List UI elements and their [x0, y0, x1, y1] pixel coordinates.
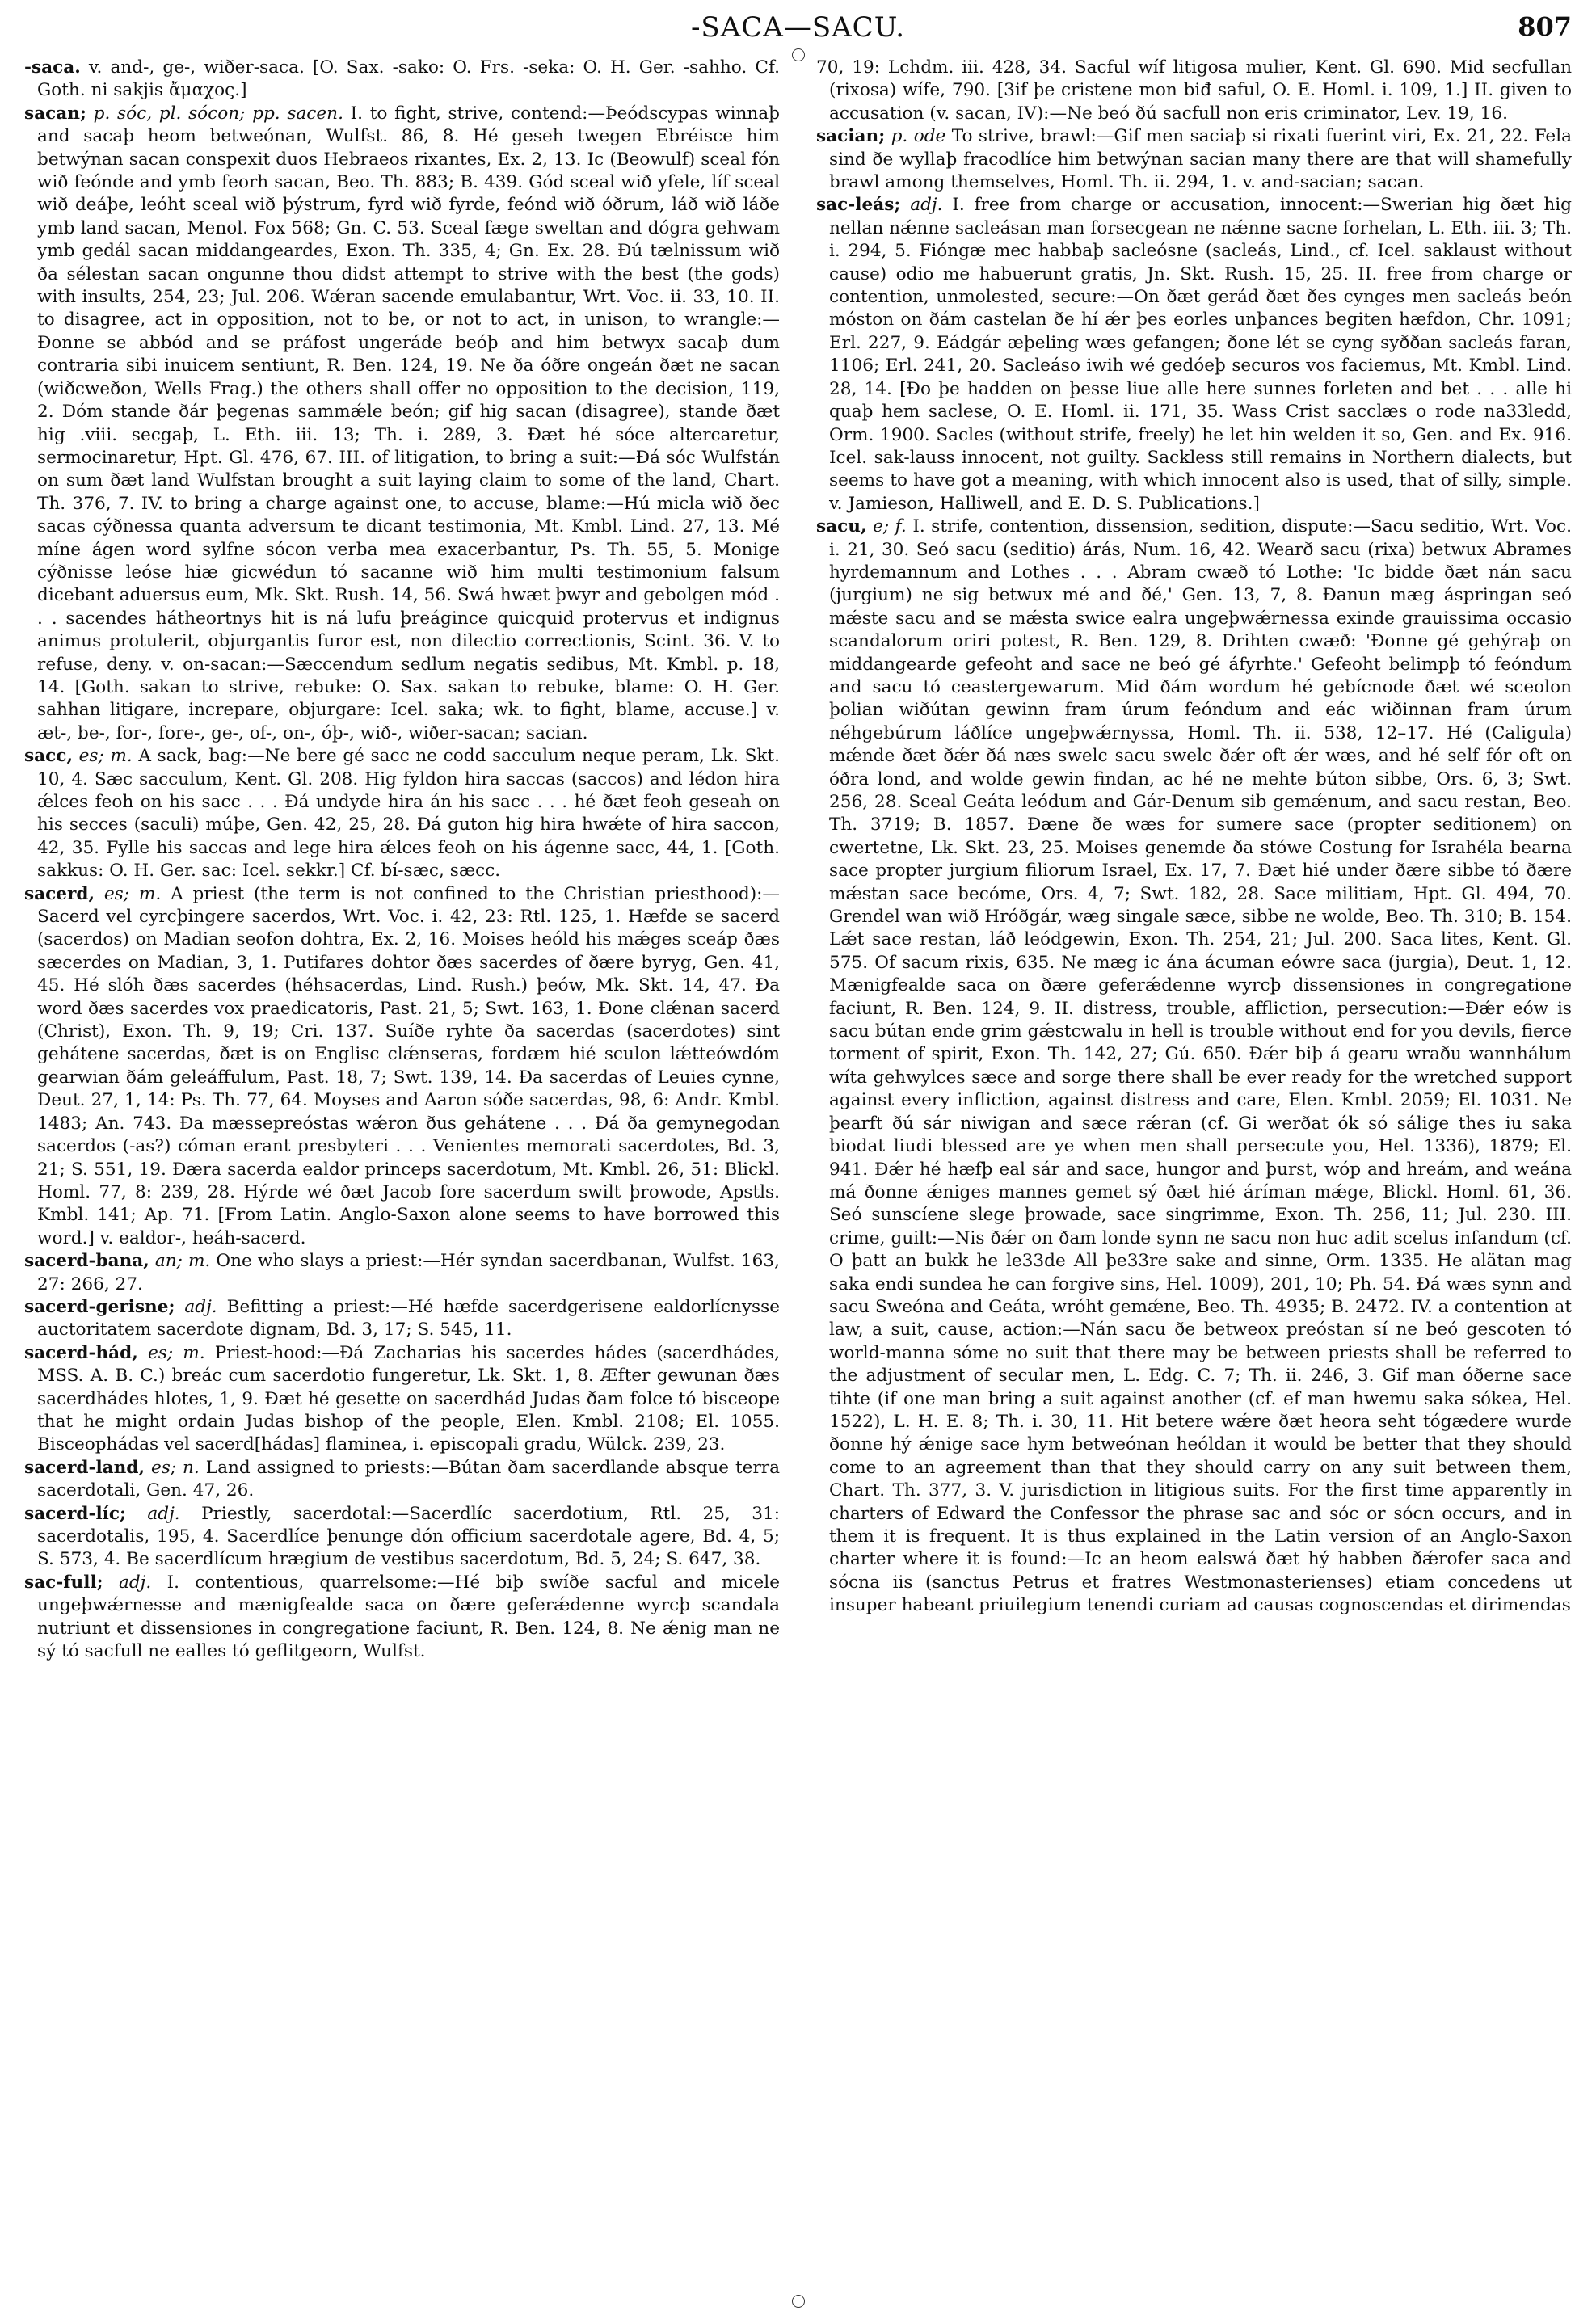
definition: Priest-hood:—Ðá Zacharias his sacerdes hádes (sacerdhádes, MSS. A. B. C.) breác cum sacerdotio fungeretur, Lk. Skt. 1, 8. Æfter gewunan ðæs sacerdhádes hlotes, 1, 9. Ðæt hé gesette on sacerdhád Judas ðam folce tó bisceope that he might ordain Judas bishop of the people, Elen. Kmbl. 2108; El. 1055. Bisceophádas vel sacerd[hádas] flaminea, i. episcopali gradu, Wülck. 239, 23.	[37, 1342, 780, 1455]
grammar-info: e; f.	[873, 516, 907, 537]
grammar-info: p. sóc, pl. sócon; pp. sacen.	[93, 103, 343, 124]
dictionary-entry	[24, 1457, 780, 1503]
definition: 70, 19: Lchdm. iii. 428, 34. Sacful wíf litigosa mulier, Kent. Gl. 690. Mid secfullan (rixosa) wífe, 790. [3if þe cristene mon biđ saful, O. E. Homl. i. 109, 1.] II. given to accusation (v. sacan, IV):—Ne beó ðú sacfull non eris criminator, Lev. 19, 16.	[816, 57, 1572, 124]
grammar-info: es; m.	[103, 883, 162, 904]
grammar-info: p. ode	[891, 126, 946, 147]
grammar-info: adj.	[910, 195, 943, 216]
dictionary-entry-continued	[816, 57, 1572, 125]
definition: v. and-, ge-, wiðer-saca. [O. Sax. -sako: O. Frs. -seka: O. H. Ger. -sahho. Cf. Goth. ni sakjis ἄμαχος.]	[37, 57, 780, 101]
definition: I. free from charge or accusation, innocent:—Swerian hig ðæt hig nellan nǽnne sacleásan man forsecgean ne nǽnne sacne forhelan, L. Eth. iii. 3; Th. i. 294, 5. Fióngæ mec habbaþ sacleósne (sacleás, Lind., cf. Icel. saklaust without cause) odio me habuerunt gratis, Jn. Skt. Rush. 15, 25. II. free from charge or contention, unmolested, secure:—On ðæt gerád ðæt ðes cynges men sacleás beón móston on ðám castelan ðe hí ǽr þes eorles unþances begiten hæfdon, Chr. 1091; Erl. 227, 9. Eádgár æþeling wæs gefangen; ðone lét se cyng syððan sacleás faran, 1106; Erl. 241, 20. Sacleáso iwih wé gedóeþ securos vos faciemus, Mt. Kmbl. Lind. 28, 14. [Ðo þe hadden on þesse liue alle here sunnes forleten and bet . . . alle hi quaþ hem saclese, O. E. Homl. ii. 171, 35. Wass Crist sacclæs o rode na33ledd, Orm. 1900. Sacles (without strife, freely) he let hin welden it so, Gen. and Ex. 916. Icel. sak-lauss innocent, not guilty. Sackless still remains in Northern dialects, but seems to have got a meaning, with which innocent also is used, that of silly, simple. v. Jamieson, Halliwell, and E. D. S. Publications.]	[829, 195, 1572, 514]
grammar-info: adj.	[118, 1572, 152, 1593]
dictionary-entry	[24, 103, 780, 745]
running-head-title: -SACA—SACU.	[690, 11, 906, 44]
headword: sacan;	[24, 103, 86, 124]
grammar-info: adj.	[184, 1296, 217, 1317]
headword: sacu,	[816, 516, 867, 537]
dictionary-entry	[24, 1503, 780, 1572]
dictionary-entry	[816, 516, 1572, 1618]
definition: A sack, bag:—Ne bere gé sacc ne codd sacculum neque peram, Lk. Skt. 10, 4. Sæc sacculum, Kent. Gl. 208. Hig fyldon hira saccas (saccos) and lédon hira ǽlces feoh on his sacc . . . Ðá undyde hira án his sacc . . . hé ðæt feoh geseah on his secces (saculi) múþe, Gen. 42, 25, 28. Ðá guton hig hira hwǽte of hira saccon, 42, 35. Fylle his saccas and lege hira ǽlces feoh on his ágenne sacc, 44, 1. [Goth. sakkus: O. H. Ger. sac: Icel. sekkr.] Cf. bí-sæc, sæcc.	[37, 746, 780, 882]
headword: sacian;	[816, 126, 886, 147]
headword: sacerd,	[24, 883, 95, 904]
definition: Land assigned to priests:—Bútan ðam sacerdlande absque terra sacerdotali, Gen. 47, 26.	[37, 1457, 780, 1501]
dictionary-entry	[24, 1250, 780, 1296]
headword: sac-full;	[24, 1572, 103, 1593]
page-number: 807	[1518, 11, 1572, 42]
dictionary-entry	[816, 125, 1572, 194]
divider-ornament-bottom	[792, 2295, 805, 2308]
headword: -saca.	[24, 57, 81, 78]
headword: sacerd-land,	[24, 1457, 145, 1478]
grammar-info: es; m.	[147, 1342, 205, 1363]
grammar-info: adj.	[147, 1503, 180, 1524]
headword: sac-leás;	[816, 195, 901, 216]
dictionary-entry	[24, 883, 780, 1251]
grammar-info: es; m.	[78, 746, 133, 767]
definition: I. to fight, strive, contend:—Þeódscypas winnaþ and sacaþ heom betweónan, Wulfst. 86, 8. Hé geseh twegen Ebréisce him betwýnan sacan conspexit duos Hebraeos rixantes, Ex. 2, 13. Ic (Beowulf) sceal fón wið feónde and ymb feorh sacan, Beo. Th. 883; B. 439. Gód sceal wið yfele, líf sceal wið deáþe, leóht sceal wið þýstrum, fyrd wið fyrde, feónd wið óðrum, láð wið láðe ymb land sacan, Menol. Fox 568; Gn. C. 53. Sceal fæge sweltan and dógra gehwam ymb gedál sacan middangeardes, Exon. Th. 335, 4; Gn. Ex. 28. Ðú tælnissum wið ða sélestan sacan ongunne thou didst attempt to strive with the best (the gods) with insults, 254, 23; Jul. 206. Wǽran sacende emulabantur, Wrt. Voc. ii. 33, 10. II. to disagree, act in opposition, not to be, or not to act, in unison, to wrangle:—Ðonne se abbód and se práfost ungeráde beóþ and him betwyx sacaþ dum contraria sibi inuicem sentiunt, R. Ben. 124, 19. Ne ða óðre ongeán ðæt ne sacan (wiðcweðon, Wells Frag.) the others shall offer no opposition to the decision, 119, 2. Dóm stande ðár þegenas sammǽle beón; gif hig sacan (disagree), stande ðæt hig .viii. secgaþ, L. Eth. iii. 13; Th. i. 289, 3. Ðæt hé sóce altercaretur, sermocinaretur, Hpt. Gl. 476, 67. III. of litigation, to bring a suit:—Ðá sóc Wulfstán on sum ðæt land Wulfstan brought a suit laying claim to some of the land, Chart. Th. 376, 7. IV. to bring a charge against one, to accuse, blame:—Hú micla wið ðec sacas cýðnessa quanta adversum te dicant testimonia, Mt. Kmbl. Lind. 27, 13. Mé míne ágen word sylfne sócon verba mea exacerbantur, Ps. Th. 55, 5. Monige cýðnisse leóse hiæ gicwédun tó sacanne wið him multi testimonium falsum dicebant aduersus eum, Mk. Skt. Rush. 14, 56. Swá hwæt þwyr and gebolgen mód . . . sacendes hátheortnys hit is ná lufu þreágince quicquid protervus et indignus animus protulerit, objurgantis furor est, non dilectio correctionis, Scint. 36. V. to refuse, deny. v. on-sacan:—Sæccendum sedlum negatis sedibus, Mt. Kmbl. p. 18, 14. [Goth. sakan to strive, rebuke: O. Sax. sakan to rebuke, blame: O. H. Ger. sahhan litigare, increpare, objurgare: Icel. saka; wk. to fight, blame, accuse.] v. æt-, be-, for-, fore-, ge-, of-, on-, óþ-, wið-, wiðer-sacan; sacian.	[37, 103, 780, 743]
headword: sacc,	[24, 746, 73, 767]
dictionary-entry	[24, 1572, 780, 1664]
grammar-info: an; m.	[154, 1251, 211, 1272]
definition: Befitting a priest:—Hé hæfde sacerdgerisene ealdorlícnysse auctoritatem sacerdote dignam, Bd. 3, 17; S. 545, 11.	[37, 1296, 780, 1341]
definition: A priest (the term is not confined to the Christian priesthood):—Sacerd vel cyrcþingere sacerdos, Wrt. Voc. i. 42, 23: Rtl. 125, 1. Hæfde se sacerd (sacerdos) on Madian seofon dohtra, Ex. 2, 16. Moises heóld his mǽges sceáp ðæs sæcerdes on Madian, 3, 1. Putifares dohtor ðæs sacerdes of ðære byryg, Gen. 41, 45. Hé slóh ðæs sacerdes (héhsacerdas, Lind. Rush.) þeów, Mk. Skt. 14, 47. Ða word ðæs sacerdes vox praedicatoris, Past. 21, 5; Swt. 163, 1. Ðone clǽnan sacerd (Christ), Exon. Th. 9, 19; Cri. 137. Suíðe ryhte ða sacerdas (sacerdotes) sint gehátene sacerdas, ðæt is on Englisc clǽnseras, fordæm hié sculon lǽtteówdóm gearwian ðám geleáffulum, Past. 18, 7; Swt. 139, 14. Ða sacerdas of Leuies cynne, Deut. 27, 1, 14: Ps. Th. 77, 64. Moyses and Aaron sóðe sacerdas, 98, 6: Andr. Kmbl. 1483; An. 743. Ða mæssepreóstas wǽron ðus gehátene . . . Ðá ða gemynegodan sacerdos (-as?) cóman erant presbyteri . . . Venientes memorati sacerdotes, Bd. 3, 21; S. 551, 19. Ðæra sacerda ealdor princeps sacerdotum, Mt. Kmbl. 26, 51: Blickl. Homl. 77, 8: 239, 28. Hýrde wé ðæt Jacob fore sacerdum swilt þrowode, Apstls. Kmbl. 141; Ap. 71. [From Latin. Anglo-Saxon alone seems to have borrowed this word.] v. ealdor-, heáh-sacerd.	[37, 883, 780, 1248]
definition: To strive, brawl:—Gif men saciaþ si rixati fuerint viri, Ex. 21, 22. Fela sind ðe wyllaþ fracodlíce him betwýnan sacian many there are that will shamefully brawl among themselves, Homl. Th. ii. 294, 1. v. and-sacian; sacan.	[829, 126, 1572, 193]
dictionary-entry	[24, 1296, 780, 1342]
definition: One who slays a priest:—Hér syndan sacerdbanan, Wulfst. 163, 27: 266, 27.	[37, 1251, 780, 1294]
headword: sacerd-líc;	[24, 1503, 126, 1524]
definition: I. contentious, quarrelsome:—Hé biþ swíðe sacful and micele ungeþwǽrnesse and mænigfealde saca on ðære geferǽdenne wyrcþ scandala nutriunt et dissensiones in congregatione faciunt, R. Ben. 124, 8. Ne ǽnig man ne sý tó sacfull ne ealles tó geflitgeorn, Wulfst.	[37, 1572, 780, 1662]
dictionary-entry	[24, 57, 780, 103]
dictionary-entry	[24, 1342, 780, 1457]
headword: sacerd-bana,	[24, 1251, 149, 1272]
definition: I. strife, contention, dissension, sedition, dispute:—Sacu seditio, Wrt. Voc. i. 21, 30. Seó sacu (seditio) árás, Num. 16, 42. Wearð sacu (rixa) betwux Abrames hyrdemannum and Lothes . . . Abram cwæð tó Lothe: 'Ic bidde ðæt nán sacu (jurgium) ne sig betwux mé and ðé,' Gen. 13, 7, 8. Ðanun mæg áspringan seó mǽste sacu and se mǽsta swice ealra ungeþwǽrnessa exinde grauissima occasio scandalorum oriri potest, R. Ben. 129, 8. Drihten cwæð: 'Ðonne gé gehýraþ on middangearde gefeoht and sace ne beó gé áfyrhte.' Gefeoht belimpþ tó feóndum and sacu tó ceastergewarum. Mid ðám wordum hé gebícnode ðæt wé sceolon þolian wiðútan gewinn fram úrum feóndum and eác wiðinnan fram úrum néhgebúrum láðlíce ungeþwǽrnyssa, Homl. Th. ii. 538, 12–17. Hé (Caligula) mǽnde ðæt ðǽr ðá næs swelc sacu swelc ðǽr oft ǽr wæs, and hé self fór oft on óðra lond, and wolde gewin findan, ac hé ne mehte búton sibbe, Ors. 6, 3; Swt. 256, 28. Sceal Geáta leódum and Gár-Denum sib gemǽnum, and sacu restan, Beo. Th. 3719; B. 1857. Ðæne ðe wæs for sumere sace (propter seditionem) on cwertetne, Lk. Skt. 23, 25. Moises genemde ða stówe Costung for Israhéla bearna sace propter jurgium filiorum Israel, Ex. 17, 7. Ðæt hié under ðære sibbe tó ðære mǽstan sace becóme, Ors. 4, 7; Swt. 182, 28. Sace militiam, Hpt. Gl. 494, 70. Grendel wan wið Hróðgár, wæg singale sæce, sibbe ne wolde, Beo. Th. 310; B. 154. Lǽt sace restan, láð leódgewin, Exon. Th. 254, 21; Jul. 200. Saca lites, Kent. Gl. 575. Of sacum rixis, 635. Ne mæg ic ána ácuman eówre saca (jurgia), Deut. 1, 12. Mænigfealde saca on ðære geferǽdenne wyrcþ dissensiones in congregatione faciunt, R. Ben. 124, 9. II. distress, trouble, affliction, persecution:—Ðǽr eów is sacu bútan ende grim gǽstcwalu in hell is trouble without end for you devils, fierce torment of spirit, Exon. Th. 142, 27; Gú. 650. Ðǽr biþ á gearu wraðu wannhálum wíta gehwylces sæce and sorge there shall be ever ready for the wretched support against every infliction, against distress and care, Elen. Kmbl. 2059; El. 1031. Ne þearft ðú sár niwigan and sæce rǽran (cf. Gi werðat ók só sálige thes iu saka biodat liudi blessed are ye when men shall persecute you, Hel. 1336), 1879; El. 941. Ðǽr hé hæfþ eal sár and sace, hungor and þurst, wóp and hreám, and weána má ðonne ǽniges mannes gemet sý ðæt hié áríman mǽge, Blickl. Homl. 61, 36. Seó sunscíene slege þrowade, sace singrimme, Exon. Th. 256, 11; Jul. 230. III. crime, guilt:—Nis ðǽr on ðam londe synn ne sacu non huc adit scelus infandum (cf. O þatt an bukk he le33de All þe33re sake and sinne, Orm. 1335. He alätan mag saka endi sundea he can forgive sins, Hel. 1009), 201, 10; Ph. 54. Ðá wæs synn and sacu Sweóna and Geáta, wróht gemǽne, Beo. Th. 4935; B. 2472. IV. a contention at law, a suit, cause, action:—Nán sacu ðe betweox preóstan sí ne beó gescoten tó world-manna sóme no suit that there may be between priests shall be referred to the adjustment of secular men, L. Edg. C. 7; Th. ii. 246, 3. Gif man óðerne sace tihte (if one man bring a suit against another (cf. ef man hwemu saka sókea, Hel. 1522), L. H. E. 8; Th. i. 30, 11. Hit betere wǽre ðæt heora seht tógædere wurde ðonne hý ǽnige sace hym betweónan heóldan it would be better that they should come to an agreement than that they should carry on any suit between them, Chart. Th. 377, 3. V. jurisdiction in litigious suits. For the first time apparently in charters of Edward the Confessor the phrase sac and sóc or sócn occurs, and in them it is frequent. It is thus explained in the Latin version of an Anglo-Saxon charter where it is found:—Ic an heom ealswá ðæt hý habben ðǽrofer saca and sócna iis (sanctus Petrus et fratres Westmonasterienses) etiam concedens ut insuper habeant priuilegium tenendi curiam ad causas cognoscendas et dirimendas	[829, 516, 1572, 1616]
dictionary-entry	[24, 745, 780, 882]
headword: sacerd-gerisne;	[24, 1296, 175, 1317]
running-head	[0, 11, 1596, 47]
dictionary-entry	[816, 194, 1572, 516]
grammar-info: es; n.	[150, 1457, 200, 1478]
headword: sacerd-hád,	[24, 1342, 138, 1363]
right-column	[816, 57, 1572, 2303]
definition: Priestly, sacerdotal:—Sacerdlíc sacerdotium, Rtl. 25, 31: sacerdotalis, 195, 4. Sacerdlíce þenunge dón officium sacerdotale agere, Bd. 4, 5; S. 573, 4. Be sacerdlícum hrægium de vestibus sacerdotum, Bd. 5, 24; S. 647, 38.	[37, 1503, 780, 1570]
divider-ornament-top	[792, 48, 805, 61]
left-column	[24, 57, 780, 2303]
